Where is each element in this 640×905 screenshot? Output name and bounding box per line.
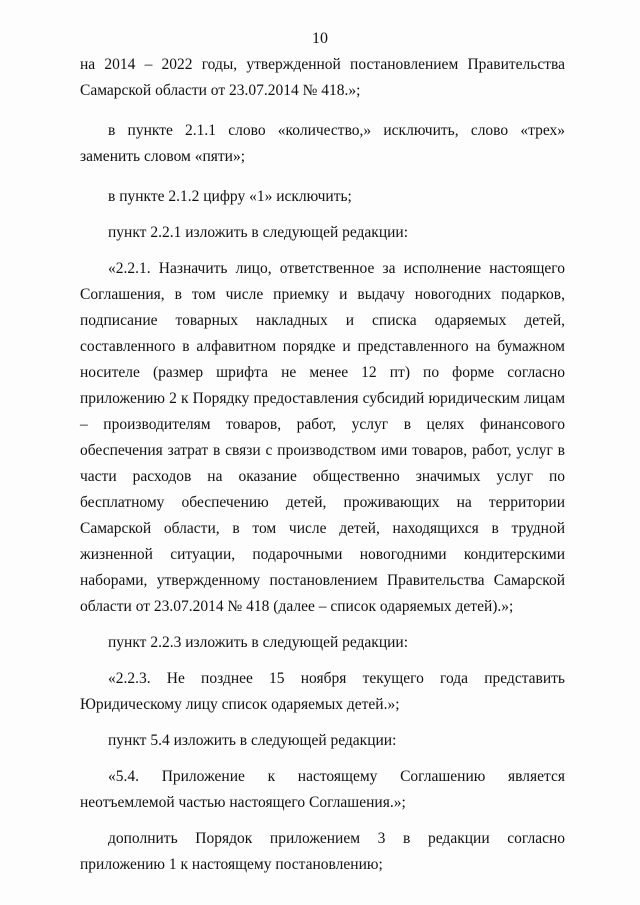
paragraph-clause-2-2-3-text: «2.2.3. Не позднее 15 ноября текущего года представить Юридическому лицу список одаряемых детей.»; xyxy=(80,670,565,713)
paragraph-clause-5-4-intro: пункт 5.4 изложить в следующей редакции: xyxy=(108,732,397,749)
paragraph-appendix-3: дополнить Порядок приложением 3 в редакции согласно приложению 1 к настоящему постановлению; xyxy=(80,830,565,873)
paragraph-clause-2-2-1-intro: пункт 2.2.1 изложить в следующей редакции: xyxy=(108,224,409,241)
paragraph-clause-2-2-3-intro: пункт 2.2.3 изложить в следующей редакции: xyxy=(108,634,409,651)
paragraph-clause-2-1-2: в пункте 2.1.2 цифру «1» исключить; xyxy=(108,188,352,205)
paragraph-clause-2-1-1: в пункте 2.1.1 слово «количество,» исключить, слово «трех» заменить словом «пяти»; xyxy=(80,122,565,165)
document-body xyxy=(80,52,565,878)
page-number: 10 xyxy=(312,30,328,47)
paragraph-clause-5-4-text: «5.4. Приложение к настоящему Соглашению является неотъемлемой частью настоящего Соглашения.»; xyxy=(80,768,565,811)
paragraph-continuation: на 2014 – 2022 годы, утвержденной постановлением Правительства Самарской области от 23.07.2014 № 418.»; xyxy=(80,56,565,99)
paragraph-clause-2-2-1-text: «2.2.1. Назначить лицо, ответственное за исполнение настоящего Соглашения, в том числе приемку и выдачу новогодних подарков, подписание товарных накладных и списка одаряемых детей, составленного в алфавитном порядке и представленного на бумажном носителе (размер шрифта не менее 12 пт) по форме согласно приложению 2 к Порядку предоставления субсидий юридическим лицам – производителям товаров, работ, услуг в целях финансового обеспечения затрат в связи с производством ими товаров, работ, услуг в части расходов на оказание общественно значимых услуг по бесплатному обеспечению детей, проживающих на территории Самарской области, в том числе детей, находящихся в трудной жизненной ситуации, подарочными новогодними кондитерскими наборами, утвержденному постановлением Правительства Самарской области от 23.07.2014 № 418 (далее – список одаряемых детей).»; xyxy=(80,260,565,615)
